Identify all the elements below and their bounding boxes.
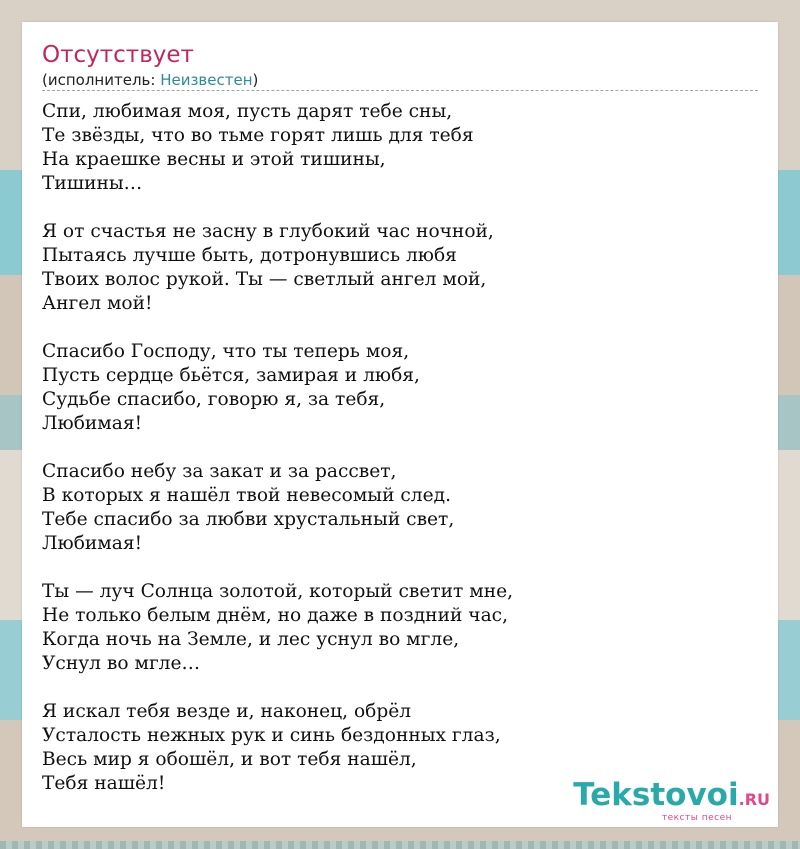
bottom-strip — [0, 841, 800, 849]
logo-tagline: тексты песен — [661, 813, 732, 823]
logo-wordmark — [573, 778, 770, 817]
divider — [42, 90, 758, 91]
logo-tld: .RU — [738, 790, 770, 809]
performer-link[interactable]: Неизвестен — [160, 71, 253, 89]
site-logo[interactable] — [573, 778, 770, 823]
lyrics-text: Спи, любимая моя, пусть дарят тебе сны, Те звёзды, что во тьме горят лишь для тебя На краешке весны и этой тишины, Тишины… Я от счастья не засну в глубокий час ночной, Пытаясь лучше быть, дотронувшись любя Твоих волос рукой. Ты — светлый ангел мой, Ангел мой! Спасибо Господу, что ты теперь моя, Пусть сердце бьётся, замирая и любя, Судьбе спасибо, говорю я, за тебя, Любимая! Спасибо небу за закат и за рассвет, В которых я нашёл твой невесомый след. Тебе спасибо за любви хрустальный свет, Любимая! Ты — луч Солнца золотой, который светит мне, Не только белым днём, но даже в поздний час, Когда ночь на Земле, и лес уснул во мгле, Уснул во мгле… Я искал тебя везде и, наконец, обрёл Усталость нежных рук и синь бездонных глаз, Весь мир я обошёл, и вот тебя нашёл, Тебя нашёл! — [42, 101, 514, 794]
song-title: Отсутствует — [42, 42, 194, 68]
performer-line — [42, 71, 258, 89]
lyrics-card — [22, 22, 778, 827]
logo-main-text: Tekstovoi — [573, 777, 739, 813]
performer-suffix: ) — [252, 71, 259, 89]
performer-prefix: (исполнитель: — [42, 71, 161, 89]
